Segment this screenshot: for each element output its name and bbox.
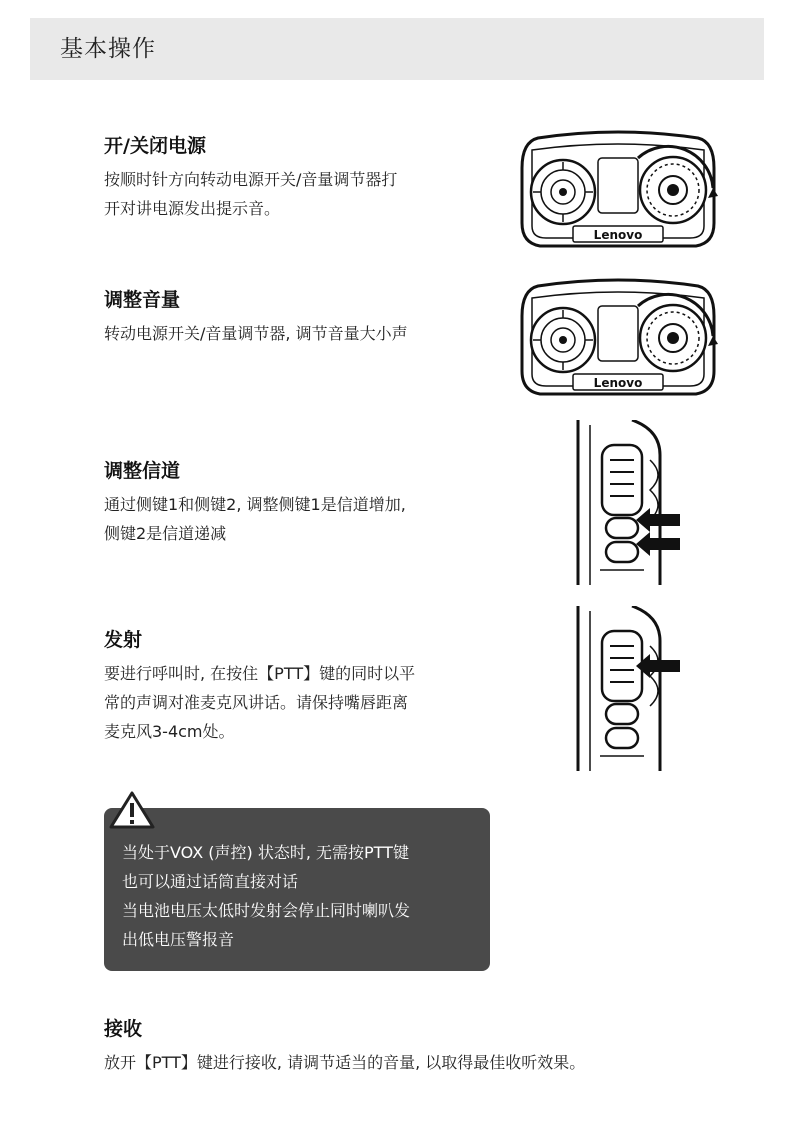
- radio-side-illustration-channel: [570, 420, 682, 585]
- section-line: 要进行呼叫时, 在按住【PTT】键的同时以平: [104, 664, 416, 683]
- section-receive: [104, 1016, 585, 1077]
- warning-line: 出低电压警报音: [122, 930, 235, 949]
- section-body-receive: [104, 1048, 585, 1077]
- section-line: 按顺时针方向转动电源开关/音量调节器打: [104, 170, 398, 189]
- section-power: [104, 133, 397, 223]
- header-bar: [30, 18, 764, 80]
- section-channel: [104, 458, 406, 548]
- section-title-channel: 调整信道: [104, 460, 181, 482]
- section-title-transmit: 发射: [104, 629, 143, 651]
- radio-side-illustration-transmit: [570, 606, 682, 771]
- page-title: 基本操作: [60, 36, 156, 62]
- brand-label: Lenovo: [593, 228, 643, 242]
- section-title-receive: 接收: [104, 1018, 143, 1040]
- section-transmit: [104, 627, 415, 746]
- brand-label: Lenovo: [593, 376, 643, 390]
- radio-top-illustration-volume: [518, 276, 718, 398]
- radio-top-illustration-power: [518, 128, 718, 250]
- warning-line: 也可以通过话筒直接对话: [122, 872, 299, 891]
- warning-line: 当电池电压太低时发射会停止同时喇叭发: [122, 901, 411, 920]
- section-body-channel: [104, 490, 406, 548]
- section-body-power: [104, 165, 397, 223]
- section-body-transmit: [104, 659, 415, 746]
- warning-line: 当处于VOX (声控) 状态时, 无需按PTT键: [122, 843, 409, 862]
- section-body-volume: [104, 319, 408, 348]
- section-line: 通过侧键1和侧键2, 调整侧键1是信道增加,: [104, 495, 406, 514]
- section-line: 侧键2是信道递减: [104, 524, 227, 543]
- section-line: 放开【PTT】键进行接收, 请调节适当的音量, 以取得最佳收听效果。: [104, 1053, 586, 1072]
- section-line: 常的声调对准麦克风讲话。请保持嘴唇距离: [104, 693, 409, 712]
- section-line: 麦克风3-4cm处。: [104, 722, 235, 741]
- section-line: 开对讲电源发出提示音。: [104, 199, 281, 218]
- section-title-volume: 调整音量: [104, 289, 181, 311]
- section-volume: [104, 287, 408, 348]
- section-line: 转动电源开关/音量调节器, 调节音量大小声: [104, 324, 408, 343]
- warning-icon: [108, 790, 156, 830]
- section-title-power: 开/关闭电源: [104, 135, 206, 157]
- warning-text: [122, 838, 410, 954]
